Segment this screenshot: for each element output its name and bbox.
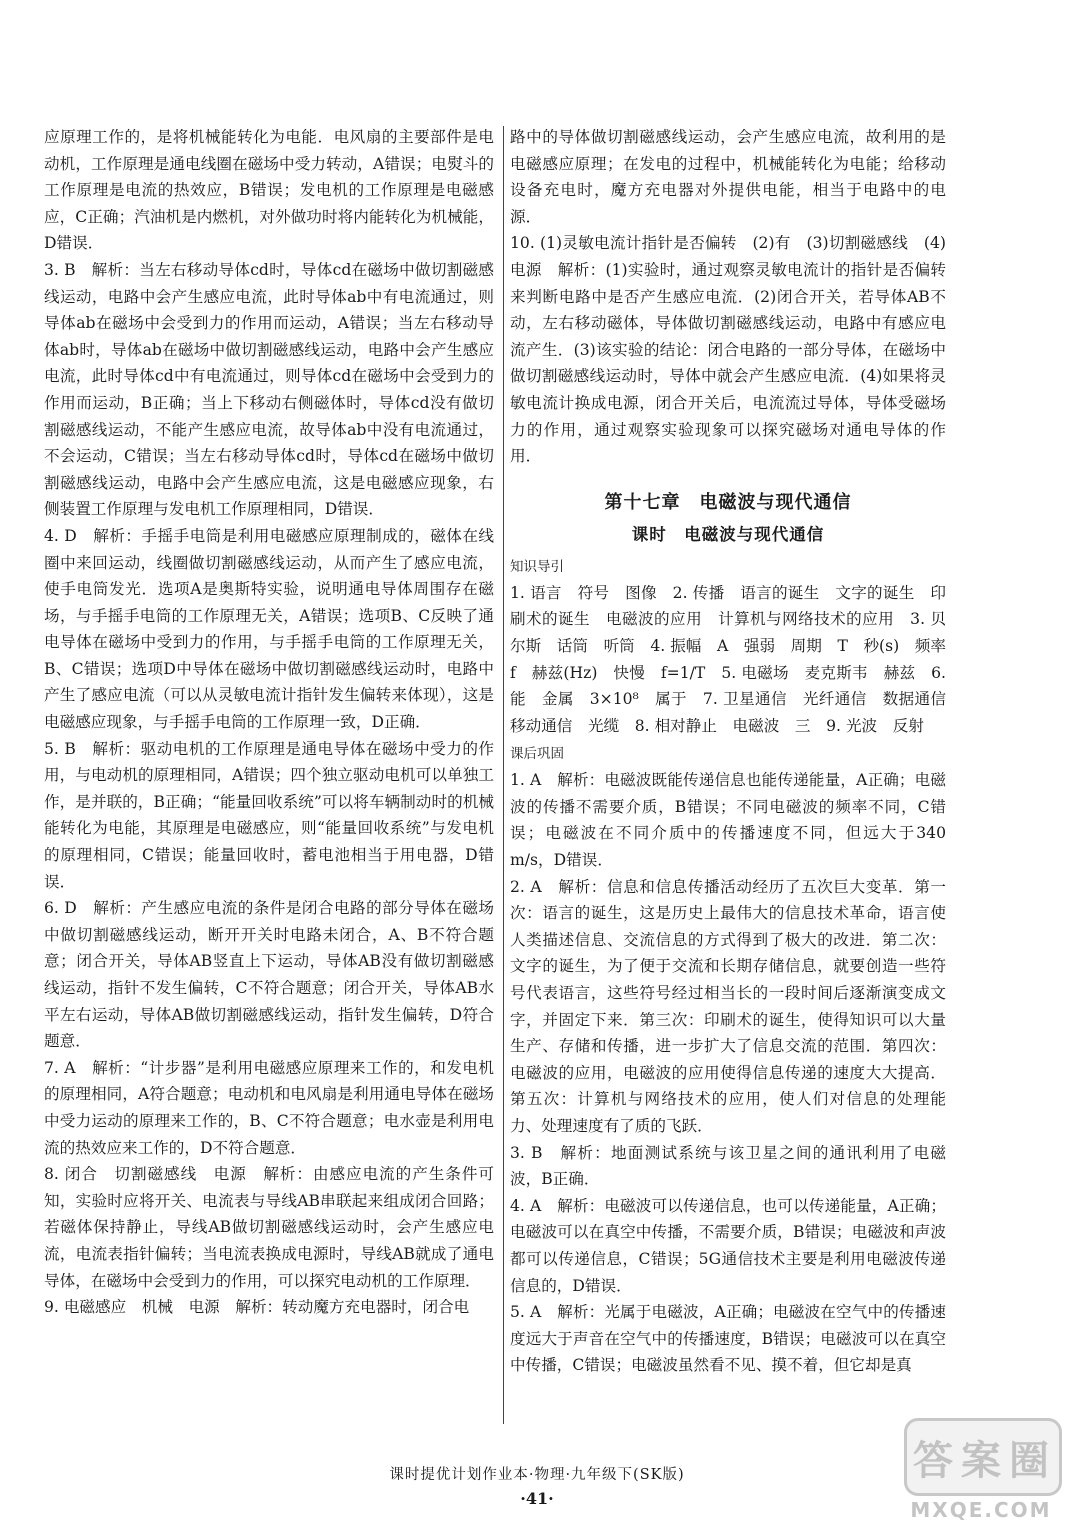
answer-7: 7. A 解析：“计步器”是利用电磁感应原理来工作的，和发电机的原理相同，A符合题意；电动机和电风扇是利用通电导体在磁场中受力运动的原理来工作的，B、C不符合题意；电水壶是利用电流的热效应来工作的，D不符合题意． — [44, 1058, 494, 1157]
review-answer-2: 2. A 解析：信息和信息传播活动经历了五次巨大变革．第一次：语言的诞生，这是历史上最伟大的信息技术革命，语言使人类描述信息、交流信息的方式得到了极大的改进．第二次：文字的诞生，为了便于交流和长期存储信息，就要创造一些符号代表语言，这些符号经过相当长的一段时间后逐渐演变成文字，并固定下来．第三次：印刷术的诞生，使得知识可以大量生产、存储和传播，进一步扩大了信息交流的范围．第四次：电磁波的应用，电磁波的应用使得信息传递的速度大大提高．第五次：计算机与网络技术的应用，使人们对信息的处理能力、处理速度有了质的飞跃． — [510, 877, 946, 1135]
watermark-url: MXQE.COM — [910, 1498, 1052, 1522]
left-paragraph-1: 应原理工作的，是将机械能转化为电能．电风扇的主要部件是电动机，工作原理是通电线圈在磁场中受力转动，A错误；电熨斗的工作原理是电流的热效应，B错误；发电机的工作原理是电磁感应，C正确；汽油机是内燃机，对外做功时将内能转化为机械能，D错误． — [44, 128, 494, 253]
review-answer-5: 5. A 解析：光属于电磁波，A正确；电磁波在空气中的传播速度远大于声音在空气中的传播速度，B错误；电磁波可以在真空中传播，C错误；电磁波虽然看不见、摸不着，但它却是真 — [510, 1303, 946, 1375]
answer-8: 8. 闭合 切割磁感线 电源 解析：由感应电流的产生条件可知，实验时应将开关、电流表与导线AB串联起来组成闭合回路；若磁体保持静止，导线AB做切割磁感线运动时，会产生感应电流，电流表指针偏转；当电流表换成电源时，导线AB就成了通电导体，在磁场中会受到力的作用，可以探究电动机的工作原理． — [44, 1165, 494, 1290]
watermark-box — [904, 1418, 1062, 1496]
review-answer-3: 3. B 解析：地面测试系统与该卫星之间的通讯利用了电磁波，B正确． — [510, 1143, 946, 1189]
knowledge-heading: 知识导引 — [510, 558, 564, 575]
answer-3: 3. B 解析：当左右移动导体cd时，导体cd在磁场中做切割磁感线运动，电路中会产生感应电流，此时导体ab中有电流通过，则导体ab在磁场中会受到力的作用而运动，A错误；当左右移动导体ab时，导体ab在磁场中做切割磁感线运动，电路中会产生感应电流，此时导体cd中有电流通过，则导体cd在磁场中会受到力的作用而运动，B正确；当上下移动右侧磁体时，导体cd没有做切割磁感线运动，不能产生感应电流，故导体ab中没有电流通过，不会运动，C错误；当左右移动导体cd时，导体cd在磁场中做切割磁感线运动，电路中会产生感应电流，这是电磁感应现象，右侧装置工作原理与发电机工作原理相同，D错误． — [44, 260, 494, 519]
review-heading: 课后巩固 — [510, 746, 564, 763]
answer-6: 6. D 解析：产生感应电流的条件是闭合电路的部分导体在磁场中做切割磁感线运动，断开开关时电路未闭合，A、B不符合题意；闭合开关，导体AB竖直上下运动，导体AB没有做切割磁感线运动，指针不发生偏转，C不符合题意；闭合开关，导体AB水平左右运动，导体AB做切割磁感线运动，指针发生偏转，D符合题意． — [44, 899, 494, 1051]
watermark-logo — [896, 1418, 1066, 1526]
review-answer-1: 1. A 解析：电磁波既能传递信息也能传递能量，A正确；电磁波的传播不需要介质，B错误；不同电磁波的频率不同，C错误；电磁波在不同介质中的传播速度不同，但远大于340 m/s，D错误． — [510, 771, 946, 870]
review-answer-4: 4. A 解析：电磁波可以传递信息，也可以传递能量，A正确；电磁波可以在真空中传播，不需要介质，B错误；电磁波和声波都可以传递信息，C错误；5G通信技术主要是利用电磁波传递信息的，D错误． — [510, 1196, 946, 1295]
watermark-char: 圈 — [1009, 1438, 1049, 1484]
column-divider — [503, 126, 504, 1424]
right-paragraph-continued: 路中的导体做切割磁感线运动，会产生感应电流，故利用的是电磁感应原理；在发电的过程中，机械能转化为电能；给移动设备充电时，魔方充电器对外提供电能，相当于电路中的电源． — [510, 128, 946, 226]
page-number: ·41· — [520, 1489, 554, 1508]
answer-4: 4. D 解析：手摇手电筒是利用电磁感应原理制成的，磁体在线圈中来回运动，线圈做切割磁感线运动，从而产生了感应电流，使手电筒发光．选项A是奥斯特实验，说明通电导体周围存在磁场，与手摇手电筒的工作原理无关，A错误；选项B、C反映了通电导体在磁场中受到力的作用，与手摇手电筒的工作原理无关，B、C错误；选项D中导体在磁场中做切割磁感线运动时，电路中产生了感应电流（可以从灵敏电流计指针发生偏转来体现），这是电磁感应现象，与手摇手电筒的工作原理一致，D正确． — [44, 526, 494, 732]
answer-9: 9. 电磁感应 机械 电源 解析：转动魔方充电器时，闭合电 — [44, 1298, 470, 1317]
right-column — [510, 124, 962, 1379]
answer-5: 5. B 解析：驱动电机的工作原理是通电导体在磁场中受力的作用，与电动机的原理相同，A错误；四个独立驱动电机可以单独工作，是并联的，B正确；“能量回收系统”可以将车辆制动时的机械能转化为电能，其原理是电磁感应，则“能量回收系统”与发电机的原理相同，C错误；能量回收时，蓄电池相当于用电器，D错误． — [44, 739, 494, 891]
chapter-title: 第十七章 电磁波与现代通信 — [604, 491, 852, 513]
watermark-char: 答 — [913, 1438, 953, 1484]
watermark-char: 案 — [961, 1438, 1001, 1484]
footer-book-title: 课时提优计划作业本·物理·九年级下(SK版) — [389, 1467, 685, 1483]
knowledge-answers: 1. 语言 符号 图像 2. 传播 语言的诞生 文字的诞生 印刷术的诞生 电磁波的应用 计算机与网络技术的应用 3. 贝尔斯 话筒 听筒 4. 振幅 A 强弱 周期 T 秒(s) 频率 f 赫兹(Hz) 快慢 f=1/T 5. 电磁场 麦克斯韦 赫兹 6. 能 金属 3×10⁸ 属于 7. 卫星通信 光纤通信 数据通信 移动通信 光缆 8. 相对静止 电磁波 三 9. 光波 反射 — [510, 583, 962, 735]
section-title: 课时 电磁波与现代通信 — [631, 524, 825, 544]
answer-10: 10. (1)灵敏电流计指针是否偏转 (2)有 (3)切割磁感线 (4)电源 解析：(1)实验时，通过观察灵敏电流计的指针是否偏转来判断电路中是否产生感应电流．(2)闭合开关，若导体AB不动，左右移动磁体，导体做切割磁感线运动，电路中有感应电流产生．(3)该实验的结论：闭合电路的一部分导体，在磁场中做切割磁感线运动时，导体中就会产生感应电流．(4)如果将灵敏电流计换成电源，闭合开关后，电流流过导体，导体受磁场力的作用，通过观察实验现象可以探究磁场对通电导体的作用． — [510, 234, 946, 466]
left-column — [44, 124, 494, 1321]
